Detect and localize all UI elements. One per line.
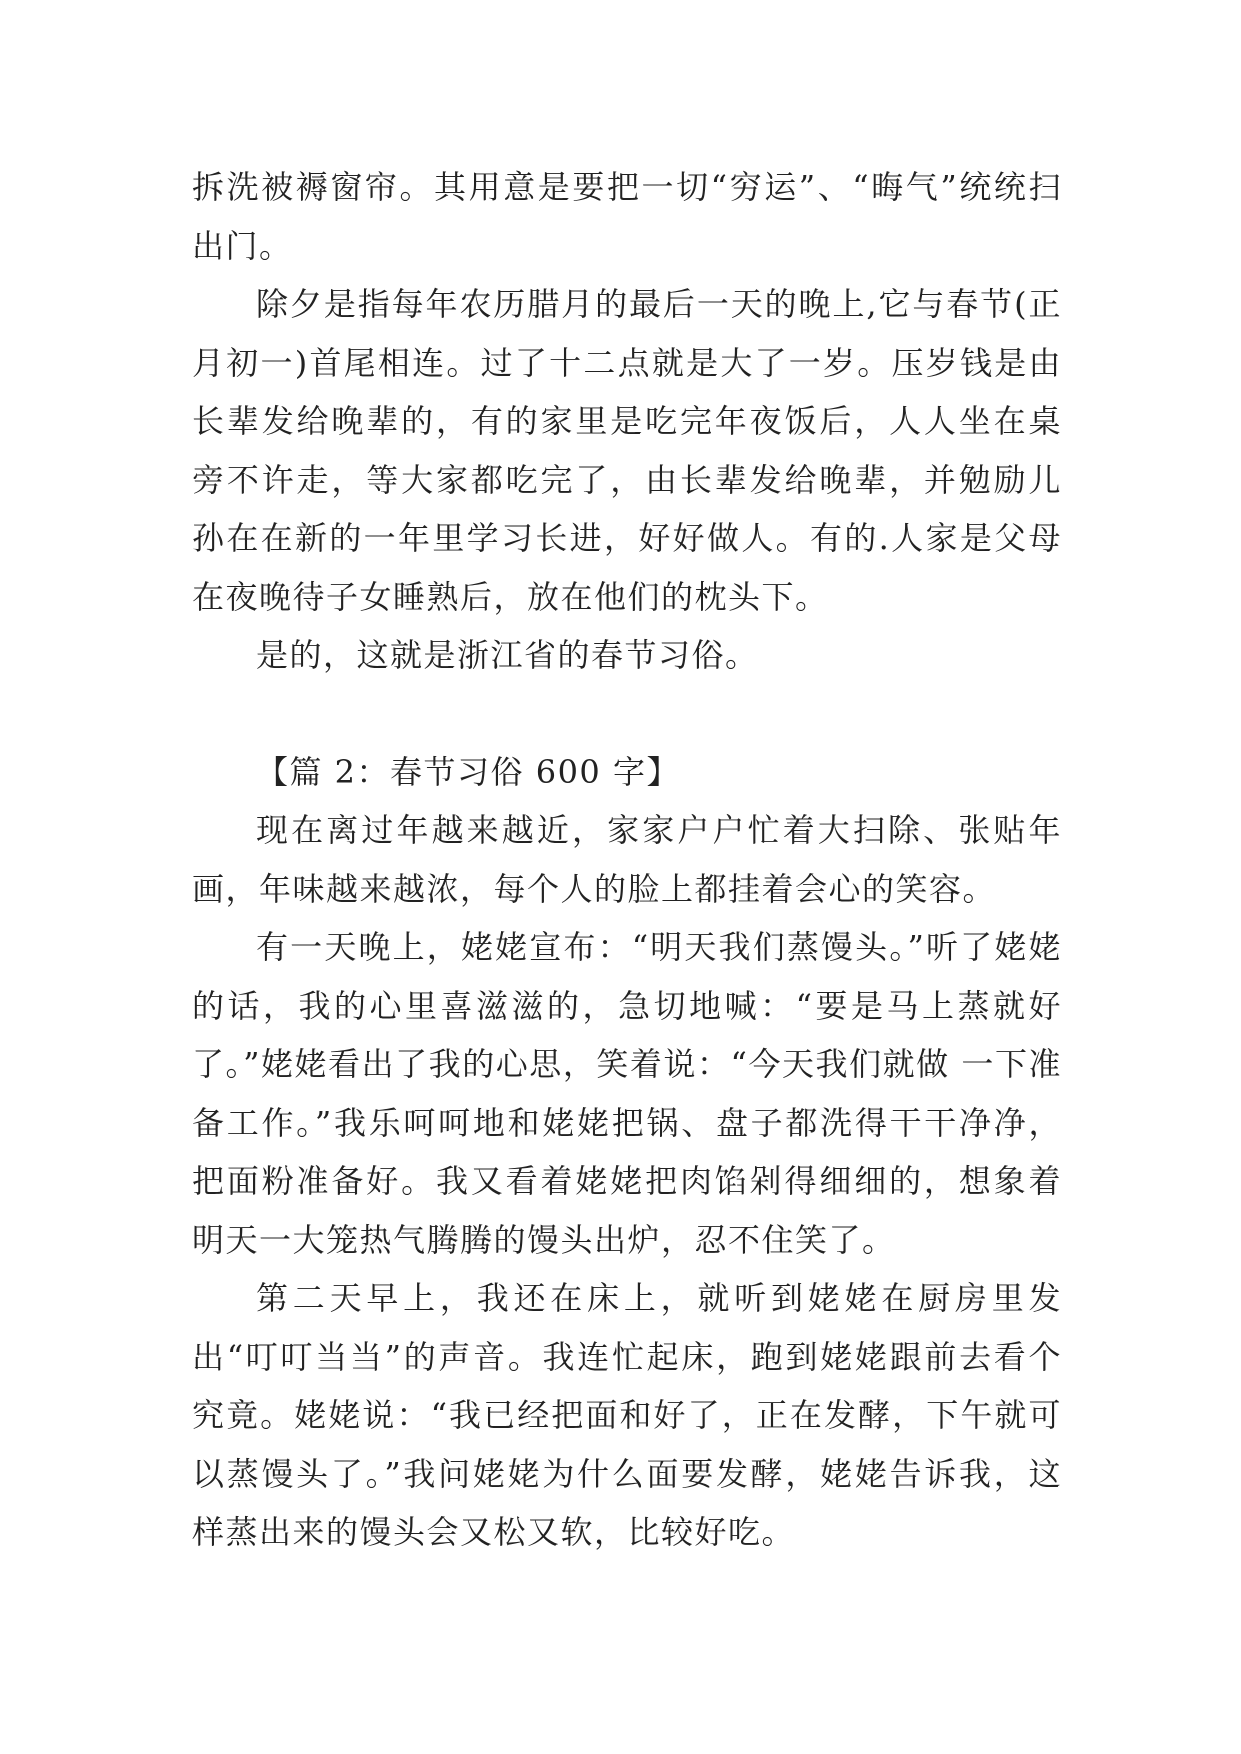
section-gap (192, 685, 1062, 743)
paragraph-chuxi: 除夕是指每年农历腊月的最后一天的晚上,它与春节(正月初一)首尾相连。过了十二点就是大了一岁。压岁钱是由长辈发给晚辈的，有的家里是吃完年夜饭后，人人坐在桌旁不许走，等大家都吃完了，由长辈发给晚辈，并勉励儿孙在在新的一年里学习长进，好好做人。有的.人家是父母在夜晚待子女睡熟后，放在他们的枕头下。 (192, 285, 1062, 616)
paragraph-zhejiang-summary: 是的，这就是浙江省的春节习俗。 (256, 636, 759, 674)
paragraph-steamed-buns-announcement: 有一天晚上，姥姥宣布：“明天我们蒸馒头。”听了姥姥的话，我的心里喜滋滋的，急切地喊：“要是马上蒸就好了。”姥姥看出了我的心思，笑着说：“今天我们就做 一下准备工作。”我乐呵呵地和姥姥把锅、盘子都洗得干干净净，把面粉准备好。我又看着姥姥把肉馅剁得细细的，想象着明天一大笼热气腾腾的馒头出炉，忍不住笑了。 (192, 928, 1062, 1259)
paragraph-new-year-approach: 现在离过年越来越近，家家户户忙着大扫除、张贴年画，年味越来越浓，每个人的脸上都挂着会心的笑容。 (192, 811, 1062, 908)
section-heading: 【篇 2：春节习俗 600 字】 (256, 752, 680, 791)
paragraph-next-morning: 第二天早上，我还在床上，就听到姥姥在厨房里发出“叮叮当当”的声音。我连忙起床，跑到姥姥跟前去看个究竟。姥姥说：“我已经把面和好了，正在发酵，下午就可以蒸馒头了。”我问姥姥为什么面要发酵，姥姥告诉我，这样蒸出来的馒头会又松又软，比较好吃。 (192, 1279, 1062, 1551)
document-body (192, 158, 1062, 1562)
paragraph-continued: 拆洗被褥窗帘。其用意是要把一切“穷运”、“晦气”统统扫出门。 (192, 168, 1062, 265)
